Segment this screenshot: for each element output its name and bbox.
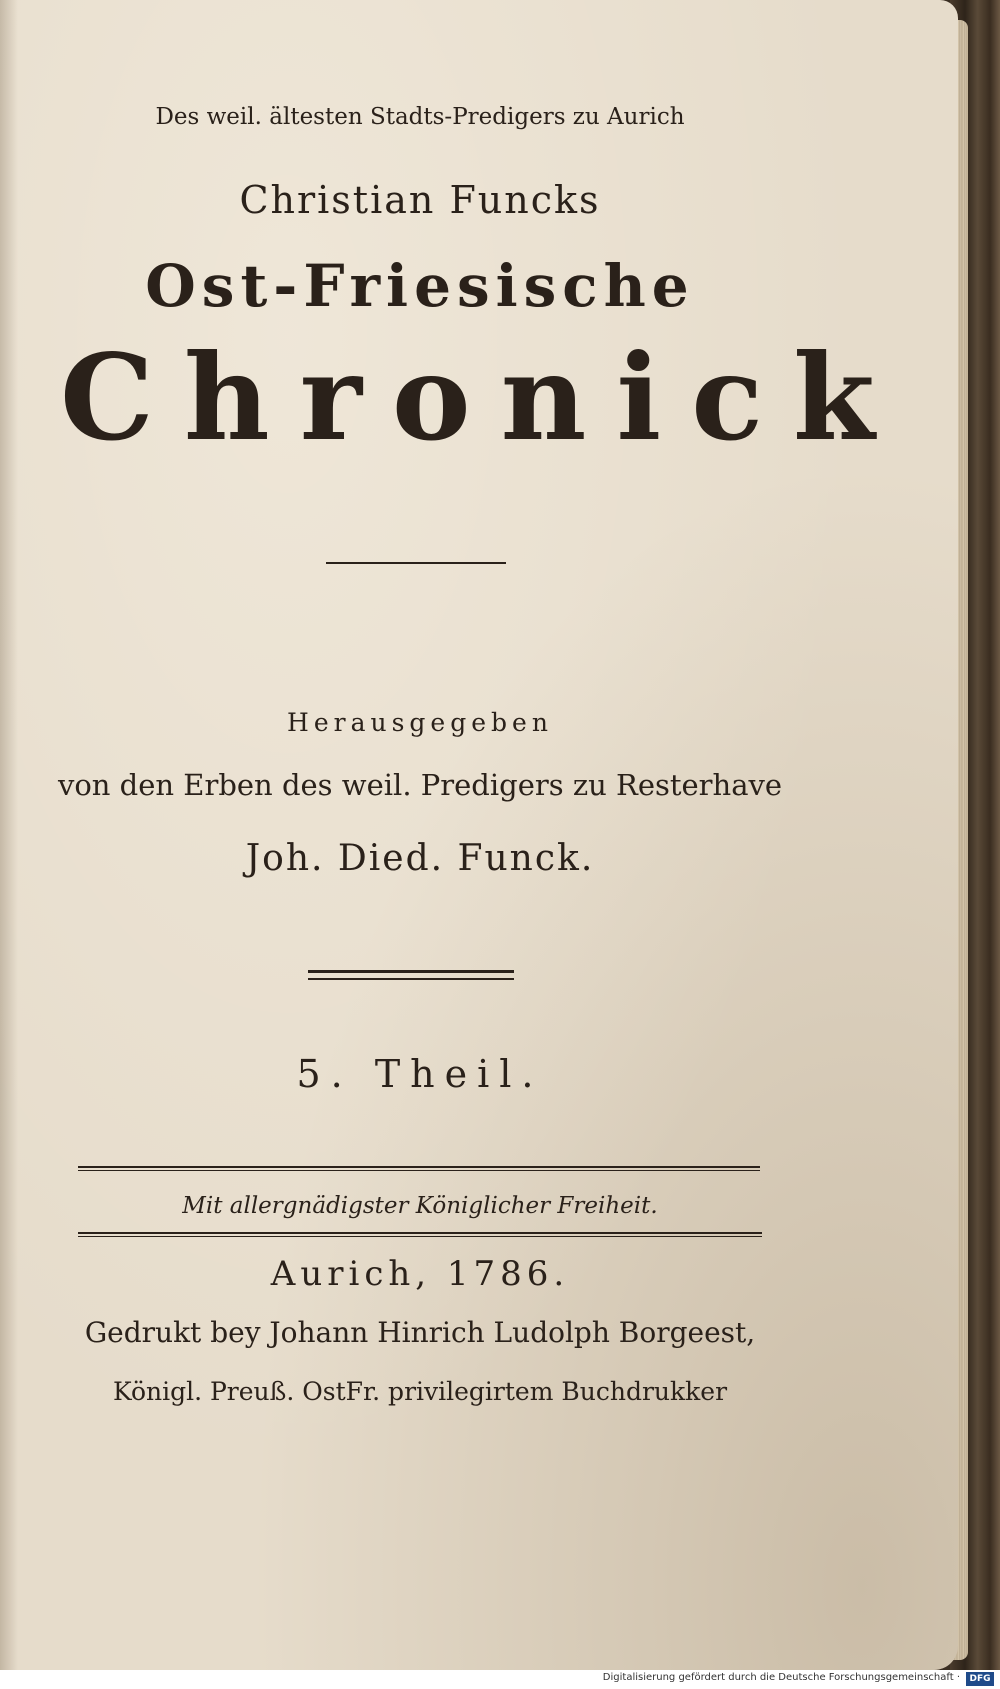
- author-designation: Des weil. ältesten Stadts-Predigers zu Aurich: [155, 104, 685, 130]
- volume-number: 5. Theil.: [296, 1052, 544, 1096]
- divider-rule: [326, 562, 506, 564]
- gutter-shadow: [0, 0, 18, 1670]
- dfg-logo-icon: DFG: [966, 1672, 994, 1686]
- title-part1: Ost-Friesische: [145, 252, 695, 320]
- editor-label: Herausgegeben: [287, 708, 553, 737]
- digitization-footer: [0, 1670, 1000, 1689]
- imprint-printer-title: Königl. Preuß. OstFr. privilegirtem Buchdrukker: [112, 1377, 728, 1406]
- double-rule-top: [308, 970, 514, 973]
- privilege-rule-top-thin: [78, 1170, 760, 1171]
- funding-credit: Digitalisierung gefördert durch die Deutsche Forschungsgemeinschaft ·: [602, 1672, 960, 1683]
- privilege-rule-bottom-thin: [78, 1236, 762, 1237]
- privilege-rule-bottom: [78, 1232, 762, 1234]
- author-name: Christian Funcks: [239, 178, 601, 222]
- privilege-rule-top: [78, 1166, 760, 1168]
- title-part2: Chronick: [60, 328, 905, 467]
- editor-name: Joh. Died. Funck.: [245, 838, 595, 879]
- imprint-place-year: Aurich, 1786.: [270, 1254, 570, 1294]
- double-rule-bottom: [308, 978, 514, 980]
- imprint-printer: Gedrukt bey Johann Hinrich Ludolph Borgeest,: [84, 1316, 756, 1349]
- editor-description: von den Erben des weil. Predigers zu Resterhave: [57, 768, 783, 802]
- privilege-statement: Mit allergnädigster Königlicher Freiheit.: [182, 1193, 658, 1219]
